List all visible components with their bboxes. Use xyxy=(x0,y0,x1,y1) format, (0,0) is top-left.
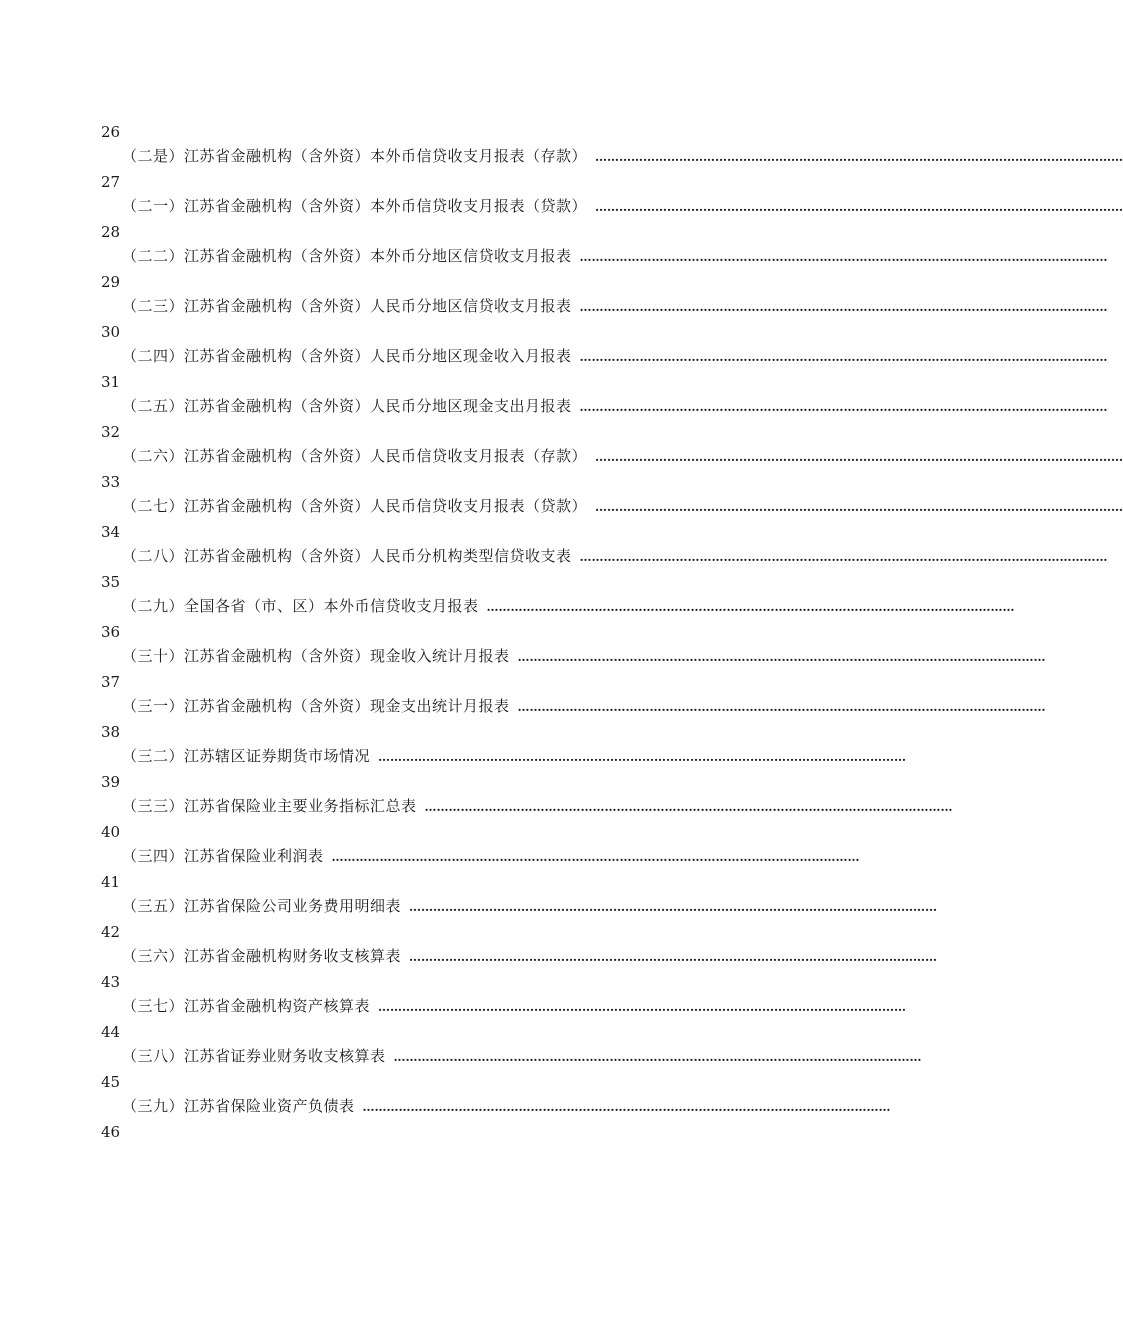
dot-leader: …………………………………………………………………………………………………………………… xyxy=(579,300,1108,314)
toc-entry-title: （二四）江苏省金融机构（含外资）人民币分地区现金收入月报表 xyxy=(122,347,572,365)
dot-leader: …………………………………………………………………………………………………………………… xyxy=(595,150,1123,164)
toc-entry-title: （二九）全国各省（市、区）本外币信贷收支月报表 xyxy=(122,597,479,615)
page-number: 36 xyxy=(101,623,121,641)
dot-leader: …………………………………………………………………………………………………………………… xyxy=(579,400,1108,414)
dot-leader: …………………………………………………………………………………………………………………… xyxy=(409,900,938,914)
dot-leader: …………………………………………………………………………………………………………………… xyxy=(579,350,1108,364)
toc-entry[interactable] xyxy=(122,596,1015,616)
toc-entry[interactable] xyxy=(122,496,1123,516)
page-number: 37 xyxy=(101,673,121,691)
page-number: 40 xyxy=(101,823,121,841)
toc-entry[interactable] xyxy=(122,996,907,1016)
toc-entry-title: （二八）江苏省金融机构（含外资）人民币分机构类型信贷收支表 xyxy=(122,547,572,565)
page-number: 38 xyxy=(101,723,121,741)
toc-entry-title: （三四）江苏省保险业利润表 xyxy=(122,847,324,865)
dot-leader: …………………………………………………………………………………………………………………… xyxy=(362,1100,891,1114)
page-number: 41 xyxy=(101,873,121,891)
dot-leader: …………………………………………………………………………………………………………………… xyxy=(409,950,938,964)
dot-leader: …………………………………………………………………………………………………………………… xyxy=(331,850,860,864)
toc-entry-title: （三三）江苏省保险业主要业务指标汇总表 xyxy=(122,797,417,815)
page-number: 33 xyxy=(101,473,121,491)
toc-entry-title: （三六）江苏省金融机构财务收支核算表 xyxy=(122,947,402,965)
dot-leader: …………………………………………………………………………………………………………………… xyxy=(486,600,1015,614)
toc-entry[interactable] xyxy=(122,246,1108,266)
page-number: 45 xyxy=(101,1073,121,1091)
toc-entry-title: （三八）江苏省证券业财务收支核算表 xyxy=(122,1047,386,1065)
toc-entry[interactable] xyxy=(122,1046,922,1066)
page-number: 35 xyxy=(101,573,121,591)
dot-leader: …………………………………………………………………………………………………………………… xyxy=(393,1050,922,1064)
dot-leader: …………………………………………………………………………………………………………………… xyxy=(517,700,1046,714)
toc-entry[interactable] xyxy=(122,296,1108,316)
dot-leader: …………………………………………………………………………………………………………………… xyxy=(595,450,1123,464)
dot-leader: …………………………………………………………………………………………………………………… xyxy=(378,750,907,764)
toc-entry[interactable] xyxy=(122,396,1108,416)
toc-entry-title: （三七）江苏省金融机构资产核算表 xyxy=(122,997,371,1015)
toc-entry[interactable] xyxy=(122,846,859,866)
toc-entry-title: （二六）江苏省金融机构（含外资）人民币信贷收支月报表（存款） xyxy=(122,447,588,465)
toc-entry[interactable] xyxy=(122,696,1046,716)
page-number: 39 xyxy=(101,773,121,791)
toc-entry[interactable] xyxy=(122,646,1046,666)
toc-entry-title: （二三）江苏省金融机构（含外资）人民币分地区信贷收支月报表 xyxy=(122,297,572,315)
toc-entry[interactable] xyxy=(122,346,1108,366)
page-number: 30 xyxy=(101,323,121,341)
dot-leader: …………………………………………………………………………………………………………………… xyxy=(595,500,1123,514)
page-number: 31 xyxy=(101,373,121,391)
toc-entry[interactable] xyxy=(122,946,938,966)
toc-entry[interactable] xyxy=(122,546,1108,566)
toc-entry[interactable] xyxy=(122,796,953,816)
dot-leader: …………………………………………………………………………………………………………………… xyxy=(579,250,1108,264)
page-number: 42 xyxy=(101,923,121,941)
dot-leader: …………………………………………………………………………………………………………………… xyxy=(378,1000,907,1014)
page-number: 46 xyxy=(101,1123,121,1141)
toc-entry[interactable] xyxy=(122,896,938,916)
toc-entry[interactable] xyxy=(122,1096,891,1116)
toc-entry-title: （二七）江苏省金融机构（含外资）人民币信贷收支月报表（贷款） xyxy=(122,497,588,515)
dot-leader: …………………………………………………………………………………………………………………… xyxy=(517,650,1046,664)
toc-entry[interactable] xyxy=(122,446,1123,466)
page-number: 43 xyxy=(101,973,121,991)
page-number: 32 xyxy=(101,423,121,441)
toc-entry-title: （二是）江苏省金融机构（含外资）本外币信贷收支月报表（存款） xyxy=(122,147,588,165)
dot-leader: …………………………………………………………………………………………………………………… xyxy=(595,200,1123,214)
page-number: 44 xyxy=(101,1023,121,1041)
toc-entry-title: （三九）江苏省保险业资产负债表 xyxy=(122,1097,355,1115)
toc-entry-title: （三五）江苏省保险公司业务费用明细表 xyxy=(122,897,402,915)
page-number: 29 xyxy=(101,273,121,291)
page-number: 27 xyxy=(101,173,121,191)
toc-entry[interactable] xyxy=(122,746,907,766)
dot-leader: …………………………………………………………………………………………………………………… xyxy=(424,800,953,814)
dot-leader: …………………………………………………………………………………………………………………… xyxy=(579,550,1108,564)
page-number: 34 xyxy=(101,523,121,541)
page-number: 26 xyxy=(101,123,121,141)
toc-entry-title: （二二）江苏省金融机构（含外资）本外币分地区信贷收支月报表 xyxy=(122,247,572,265)
toc-entry[interactable] xyxy=(122,146,1123,166)
toc-entry-title: （二一）江苏省金融机构（含外资）本外币信贷收支月报表（贷款） xyxy=(122,197,588,215)
toc-entry-title: （三一）江苏省金融机构（含外资）现金支出统计月报表 xyxy=(122,697,510,715)
toc-entry-title: （二五）江苏省金融机构（含外资）人民币分地区现金支出月报表 xyxy=(122,397,572,415)
toc-entry-title: （三二）江苏辖区证券期货市场情况 xyxy=(122,747,371,765)
toc-entry[interactable] xyxy=(122,196,1123,216)
toc-entry-title: （三十）江苏省金融机构（含外资）现金收入统计月报表 xyxy=(122,647,510,665)
page-number: 28 xyxy=(101,223,121,241)
